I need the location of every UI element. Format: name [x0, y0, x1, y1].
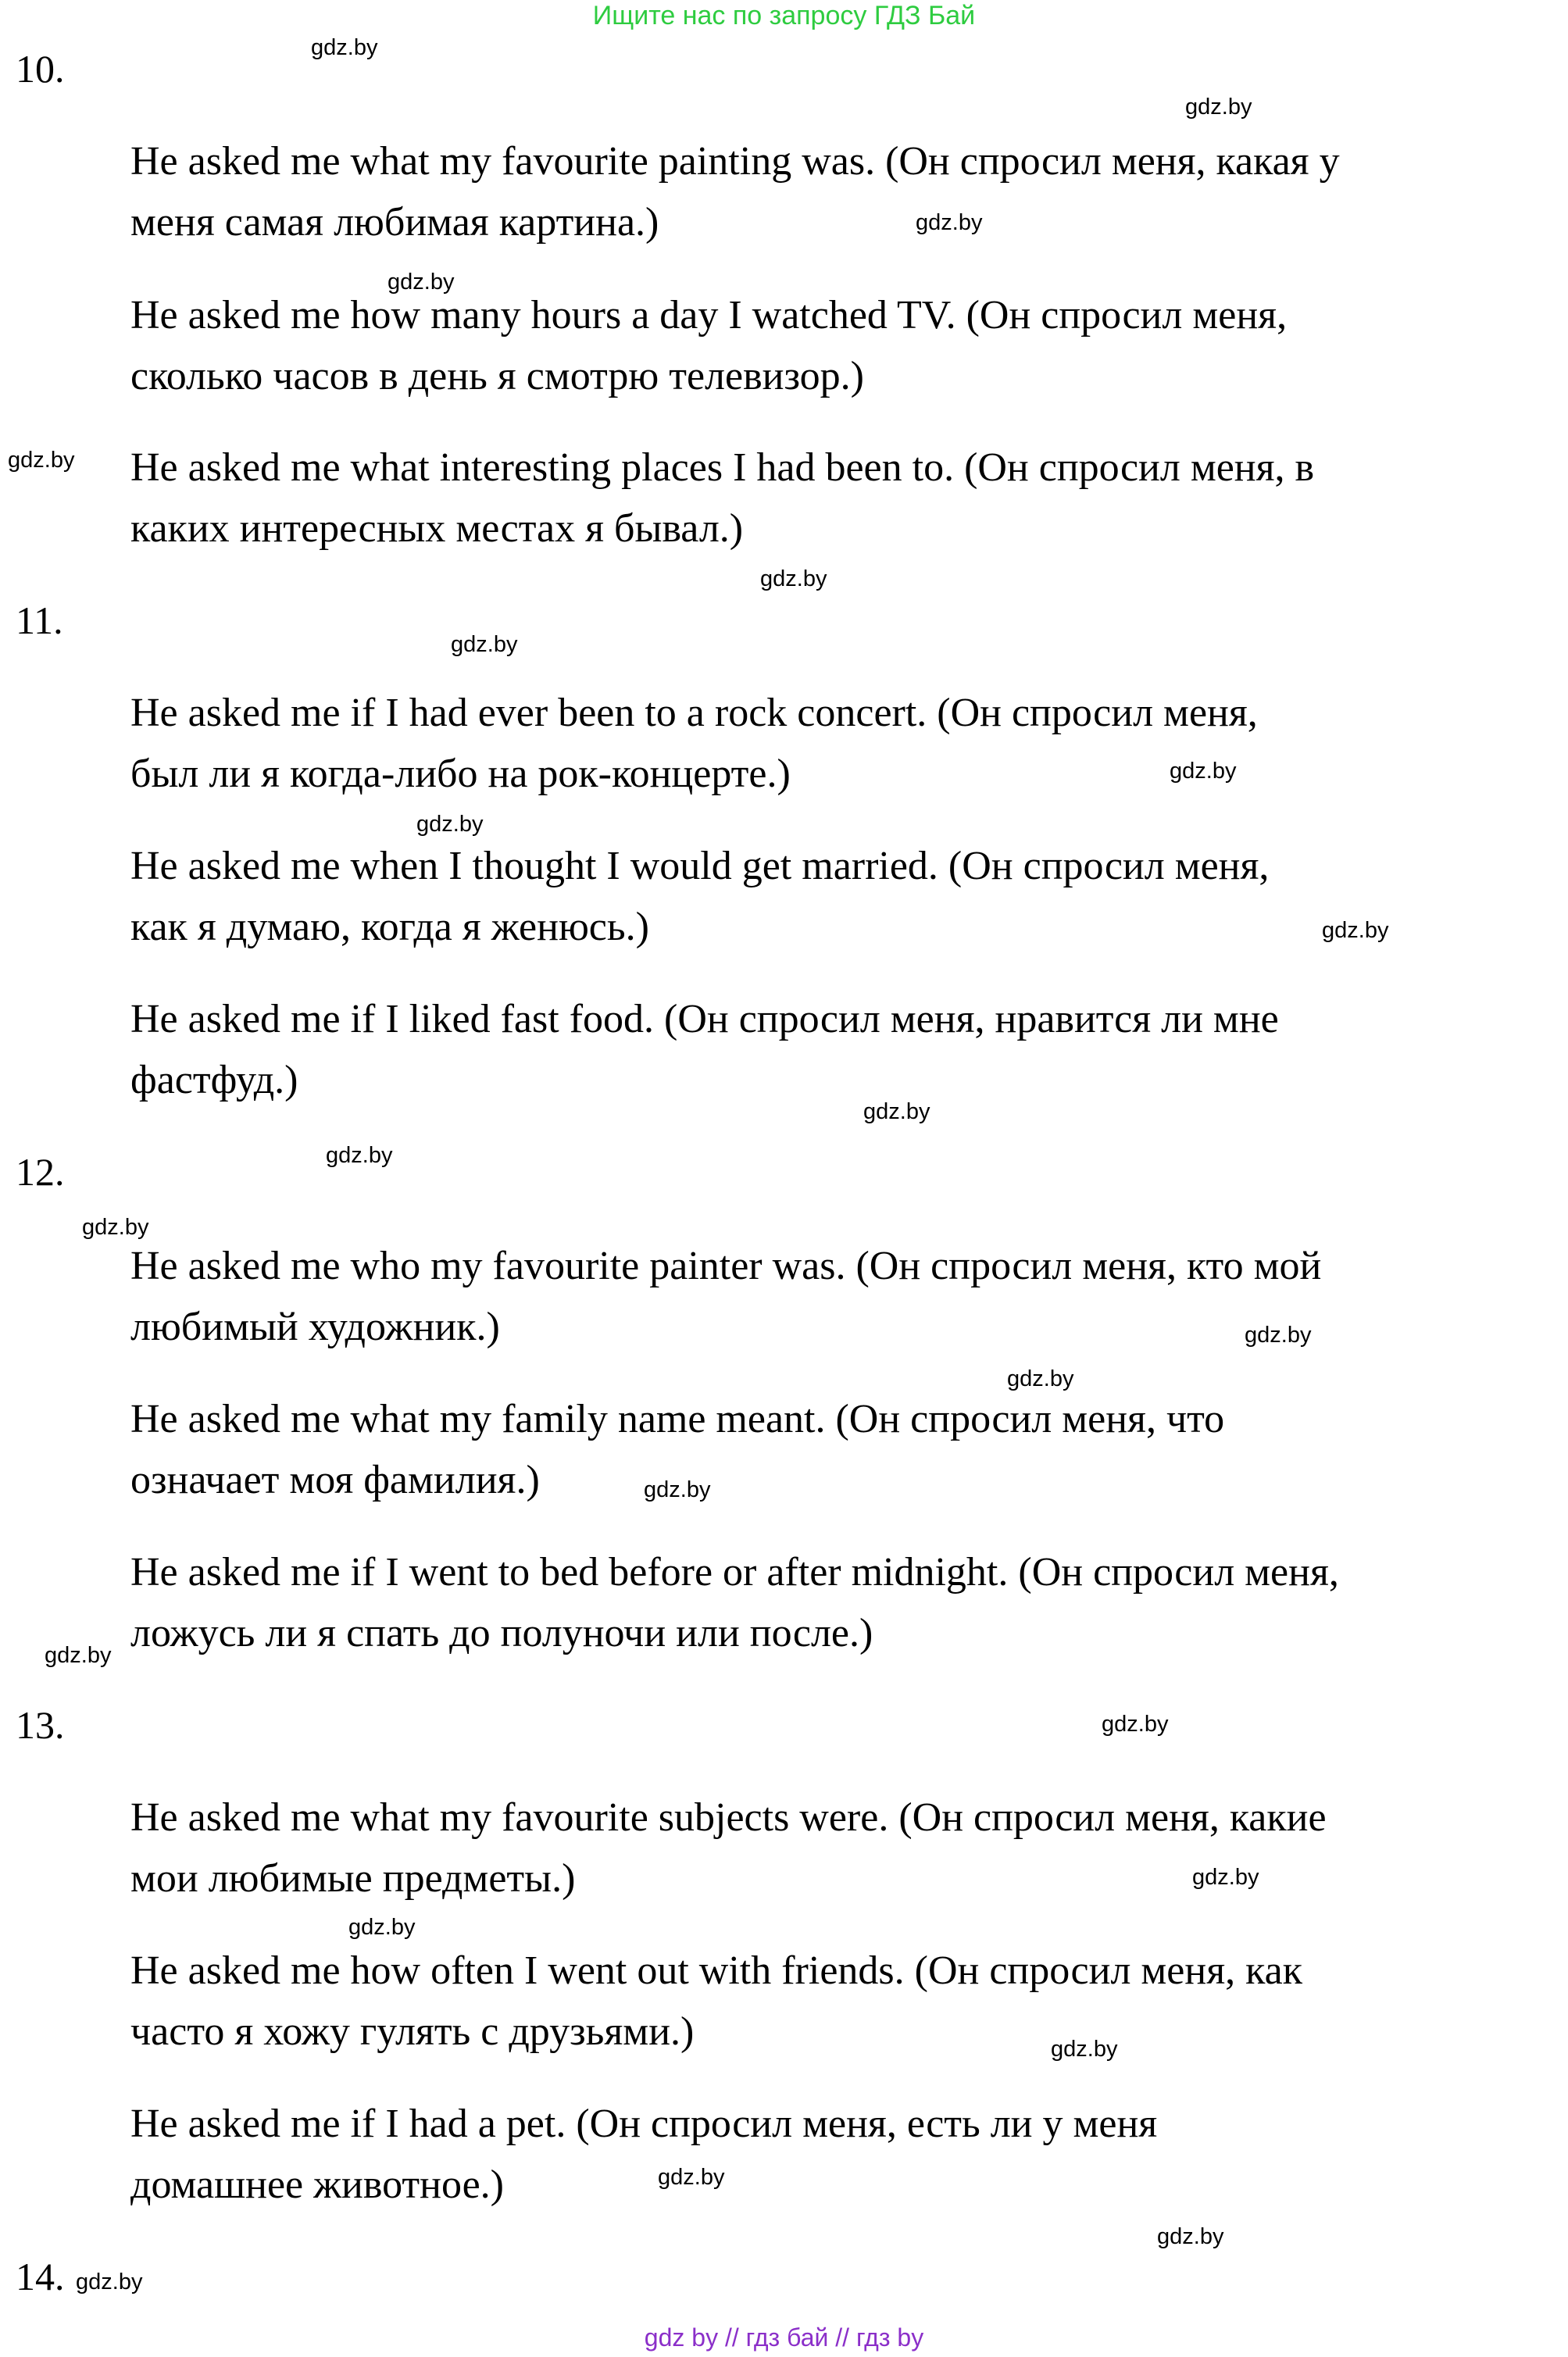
watermark: gdz.by: [45, 1643, 112, 1668]
exercise-12-sentence-1: [130, 1236, 1537, 1358]
watermark: gdz.by: [1051, 2037, 1118, 2062]
exercise-13-sentence-1: [130, 1787, 1537, 1909]
watermark: gdz.by: [1102, 1712, 1169, 1737]
watermark: gdz.by: [8, 448, 75, 473]
exercise-12-sentence-3: [130, 1542, 1537, 1664]
sentence-line: сколько часов в день я смотрю телевизор.): [130, 354, 864, 398]
sentence-line: He asked me who my favourite painter was. (Он спросил меня, кто мой: [130, 1244, 1322, 1288]
watermark: gdz.by: [1185, 95, 1252, 120]
sentence-line: домашнее животное.): [130, 2162, 504, 2207]
watermark: gdz.by: [760, 566, 827, 591]
sentence-line: любимый художник.): [130, 1305, 500, 1349]
exercise-13-sentence-3: [130, 2094, 1537, 2216]
sentence-line: как я думаю, когда я женюсь.): [130, 905, 649, 949]
watermark: gdz.by: [658, 2165, 725, 2190]
exercise-number-10: 10.: [16, 47, 65, 91]
sentence-line: He asked me if I had ever been to a rock concert. (Он спросил меня,: [130, 691, 1258, 735]
exercise-number-12: 12.: [16, 1150, 65, 1194]
sentence-line: фастфуд.): [130, 1058, 298, 1102]
sentence-line: был ли я когда-либо на рок-концерте.): [130, 752, 791, 796]
exercise-10-sentence-3: [130, 437, 1537, 559]
watermark: gdz.by: [1245, 1323, 1312, 1348]
watermark: gdz.by: [326, 1143, 393, 1168]
sentence-line: мои любимые предметы.): [130, 1856, 576, 1901]
sentence-line: означает моя фамилия.): [130, 1458, 540, 1502]
watermark: gdz.by: [451, 632, 518, 657]
watermark: gdz.by: [348, 1915, 416, 1940]
sentence-line: He asked me if I liked fast food. (Он спросил меня, нравится ли мне: [130, 997, 1279, 1041]
sentence-line: He asked me what my favourite painting was. (Он спросил меня, какая у: [130, 139, 1340, 184]
sentence-line: He asked me what my family name meant. (Он спросил меня, что: [130, 1397, 1225, 1441]
watermark: gdz.by: [1157, 2224, 1224, 2249]
sentence-line: He asked me what interesting places I had been to. (Он спросил меня, в: [130, 445, 1315, 490]
sentence-line: He asked me when I thought I would get married. (Он спросил меня,: [130, 844, 1270, 888]
sentence-line: He asked me how often I went out with friends. (Он спросил меня, как: [130, 1948, 1302, 1993]
page-header-banner[interactable]: Ищите нас по запросу ГДЗ Бай: [592, 1, 976, 30]
watermark: gdz.by: [863, 1099, 930, 1124]
exercise-13-sentence-2: [130, 1941, 1537, 2062]
sentence-line: меня самая любимая картина.): [130, 200, 659, 245]
watermark: gdz.by: [82, 1215, 149, 1240]
sentence-line: часто я хожу гулять с друзьями.): [130, 2009, 695, 2054]
exercise-number-14: 14.: [16, 2255, 65, 2298]
watermark: gdz.by: [388, 270, 455, 295]
watermark: gdz.by: [644, 1477, 711, 1502]
exercise-12-sentence-2: [130, 1389, 1537, 1511]
sentence-line: He asked me if I had a pet. (Он спросил меня, есть ли у меня: [130, 2102, 1158, 2146]
watermark: gdz.by: [416, 812, 484, 837]
sentence-line: He asked me if I went to bed before or after midnight. (Он спросил меня,: [130, 1550, 1339, 1595]
sentence-line: ложусь ли я спать до полуночи или после.): [130, 1611, 873, 1655]
watermark: gdz.by: [1007, 1366, 1074, 1391]
exercise-number-11: 11.: [16, 598, 63, 642]
watermark: gdz.by: [1192, 1865, 1259, 1890]
sentence-line: He asked me what my favourite subjects were. (Он спросил меня, какие: [130, 1795, 1327, 1840]
watermark: gdz.by: [1322, 918, 1389, 943]
sentence-line: He asked me how many hours a day I watched TV. (Он спросил меня,: [130, 293, 1288, 337]
exercise-10-sentence-2: [130, 285, 1537, 407]
watermark: gdz.by: [1170, 759, 1237, 784]
watermark: gdz.by: [916, 210, 983, 235]
page-footer-links[interactable]: gdz by // гдз бай // гдз by: [644, 2323, 924, 2352]
sentence-line: каких интересных местах я бывал.): [130, 506, 744, 551]
watermark: gdz.by: [311, 35, 378, 60]
exercise-10-sentence-1: [130, 131, 1537, 253]
exercise-number-13: 13.: [16, 1703, 65, 1747]
exercise-11-sentence-1: [130, 683, 1537, 805]
exercise-11-sentence-3: [130, 989, 1537, 1111]
watermark: gdz.by: [76, 2270, 143, 2295]
